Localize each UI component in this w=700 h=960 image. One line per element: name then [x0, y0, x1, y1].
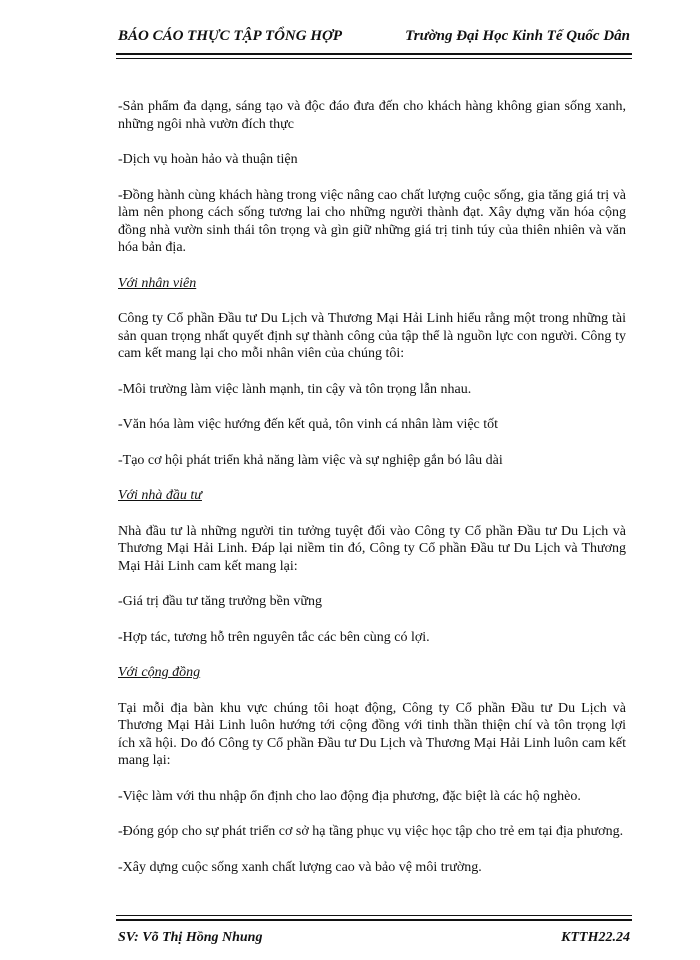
bullet-local-jobs: -Việc làm với thu nhập ổn định cho lao động địa phương, đặc biệt là các hộ nghèo.	[118, 788, 581, 804]
employees-intro: Công ty Cổ phần Đầu tư Du Lịch và Thương Mại Hải Linh hiểu rằng một trong những tài sản quan trọng nhất quyết định sự thành công của tập thể là nguồn lực con người. Công ty cam kết mang lại cho mỗi nhân viên của chúng tôi:	[118, 311, 626, 361]
bullet-services: -Dịch vụ hoàn hảo và thuận tiện	[118, 152, 298, 167]
community-intro: Tại mỗi địa bàn khu vực chúng tôi hoạt động, Công ty Cổ phần Đầu tư Du Lịch và Thương Mại Hải Linh luôn hướng tới cộng đồng với tinh thần thiện chí và tôn trọng lợi ích xã hội. Do đó Công ty Cổ phần Đầu tư Du Lịch và Thương Mại Hải Linh luôn cam kết mang lại:	[118, 700, 626, 768]
bullet-cooperation: -Hợp tác, tương hỗ trên nguyên tắc các bên cùng có lợi.	[118, 629, 430, 645]
bullet-work-environment: -Môi trường làm việc lành mạnh, tin cậy và tôn trọng lẫn nhau.	[118, 381, 472, 397]
bullet-career-opportunity: -Tạo cơ hội phát triển khả năng làm việc và sự nghiệp gắn bó lâu dài	[118, 452, 503, 468]
header-rule-thick	[116, 53, 632, 55]
document-body	[118, 98, 626, 894]
header-university: Trường Đại Học Kinh Tế Quốc Dân	[405, 28, 630, 44]
bullet-investment-value: -Giá trị đầu tư tăng trưởng bền vững	[118, 594, 322, 609]
investors-intro: Nhà đầu tư là những người tin tưởng tuyệt đối vào Công ty Cổ phần Đầu tư Du Lịch và Thương Mại Hải Linh. Đáp lại niềm tin đó, Công ty Cổ phần Đầu tư Du Lịch và Thương Mại Hải Linh cam kết mang lại:	[118, 523, 626, 574]
bullet-infrastructure: -Đóng góp cho sự phát triển cơ sở hạ tầng phục vụ việc học tập cho trẻ em tại địa phương.	[118, 824, 624, 839]
heading-community: Với cộng đồng	[118, 665, 201, 680]
bullet-products: -Sản phẩm đa dạng, sáng tạo và độc đáo đưa đến cho khách hàng không gian sống xanh, những ngôi nhà vườn đích thực	[118, 99, 626, 132]
footer-student-name: SV: Võ Thị Hồng Nhung	[118, 930, 263, 945]
footer-rule-thick	[116, 919, 632, 921]
header-report-title: BÁO CÁO THỰC TẬP TỔNG HỢP	[118, 28, 342, 44]
bullet-green-living: -Xây dựng cuộc sống xanh chất lượng cao và bảo vệ môi trường.	[118, 859, 482, 875]
header-rule-thin	[116, 58, 632, 59]
bullet-companionship: -Đồng hành cùng khách hàng trong việc nâng cao chất lượng cuộc sống, gia tăng giá trị và làm nên phong cách sống tương lai cho những người thành đạt. Xây dựng văn hóa cộng đồng nhà vườn sinh thái tôn trọng và gìn giữ những giá trị tinh túy của thiên nhiên và văn hóa bản địa.	[118, 187, 626, 255]
bullet-work-culture: -Văn hóa làm việc hướng đến kết quả, tôn vinh cá nhân làm việc tốt	[118, 417, 499, 432]
heading-employees: Với nhân viên	[118, 275, 197, 291]
footer-class-code: KTTH22.24	[561, 930, 630, 945]
heading-investors: Với nhà đầu tư	[118, 488, 202, 503]
footer-rule-thin	[116, 915, 632, 916]
